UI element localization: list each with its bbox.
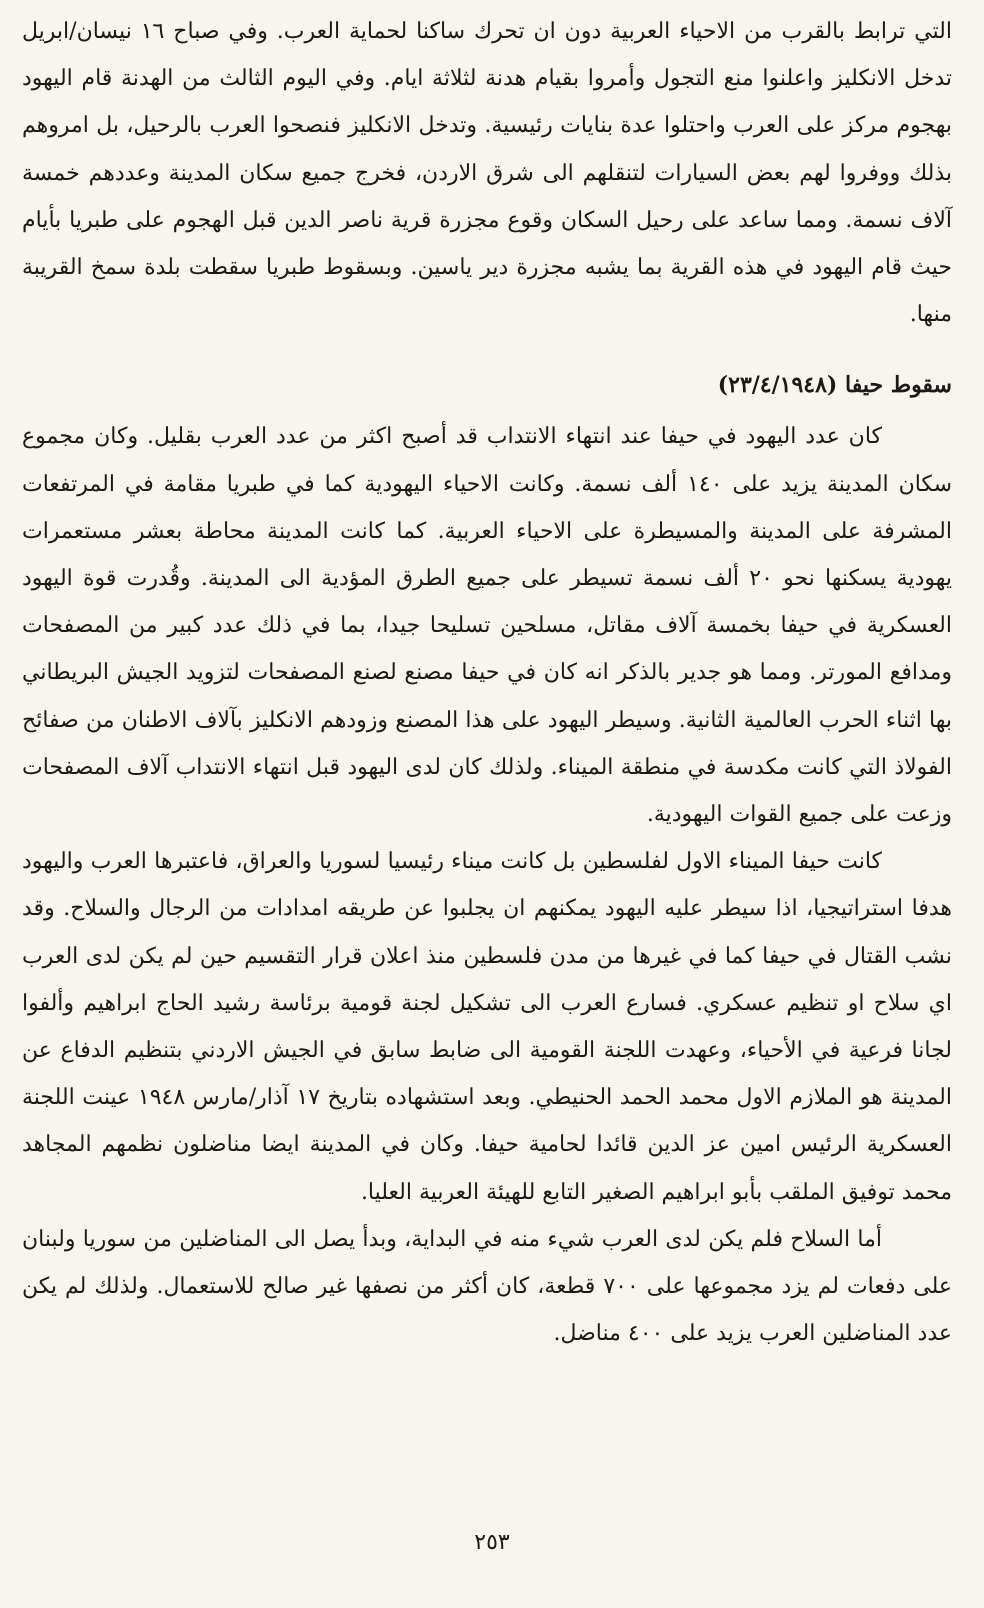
paragraph-2: كانت حيفا الميناء الاول لفلسطين بل كانت ميناء رئيسيا لسوريا والعراق، فاعتبرها العرب واليهود هدفا استراتيجيا، اذا سيطر عليه اليهود يمكنهم ان يجلبوا عن طريقه امدادات من الرجال والسلاح. وقد نشب القتال في حيفا كما في غيرها من مدن فلسطين منذ اعلان قرار التقسيم حين لم يكن لدى العرب اي سلاح او تنظيم عسكري. فسارع العرب الى تشكيل لجنة قومية برئاسة رشيد الحاج ابراهيم وألفوا لجانا فرعية في الأحياء، وعهدت اللجنة القومية الى ضابط سابق في الجيش الاردني بتنظيم الدفاع عن المدينة هو الملازم الاول محمد الحمد الحنيطي. وبعد استشهاده بتاريخ ١٧ آذار/مارس ١٩٤٨ عينت اللجنة العسكرية الرئيس امين عز الدين قائدا لحامية حيفا. وكان في المدينة ايضا مناضلون نظمهم المجاهد محمد توفيق الملقب بأبو ابراهيم الصغير التابع للهيئة العربية العليا. (22, 849, 953, 1205)
paragraph-tiberias-end: التي ترابط بالقرب من الاحياء العربية دون ان تحرك ساكنا لحماية العرب. وفي صباح ١٦ نيسان/ابريل تدخل الانكليز واعلنوا منع التجول وأمروا بقيام هدنة لثلاثة ايام. وفي اليوم الثالث من الهدنة قام اليهود بهجوم مركز على العرب واحتلوا عدة بنايات رئيسية. وتدخل الانكليز فنصحوا العرب بالرحيل، بل امروهم بذلك ووفروا لهم بعض السيارات لتنقلهم الى شرق الاردن، فخرج جميع سكان المدينة وعددهم خمسة آلاف نسمة. ومما ساعد على رحيل السكان وقوع مجزرة قرية ناصر الدين قبل الهجوم على طبريا بأيام حيث قام اليهود في هذه القرية بما يشبه مجزرة دير ياسين. وبسقوط طبريا سقطت بلدة سمخ القريبة منها. (22, 19, 953, 328)
section-heading: سقوط حيفا (٢٣/٤/١٩٤٨) (717, 372, 952, 399)
page-body (22, 8, 952, 1357)
paragraph-3: أما السلاح فلم يكن لدى العرب شيء منه في البداية، وبدأ يصل الى المناضلين من سوريا ولبنان على دفعات لم يزد مجموعها على ٧٠٠ قطعة، كان أكثر من نصفها غير صالح للاستعمال. ولذلك لم يكن عدد المناضلين العرب يزيد على ٤٠٠ مناضل. (22, 1226, 952, 1347)
page-number: ٢٥٣ (474, 1530, 510, 1555)
paragraph-1: كان عدد اليهود في حيفا عند انتهاء الانتداب قد أصبح اكثر من عدد العرب بقليل. وكان مجموع سكان المدينة يزيد على ١٤٠ ألف نسمة. وكانت الاحياء اليهودية كما في طبريا مقامة في المرتفعات المشرفة على المدينة والمسيطرة على الاحياء العربية. كما كانت المدينة محاطة بعشر مستعمرات يهودية يسكنها نحو ٢٠ ألف نسمة تسيطر على جميع الطرق المؤدية الى المدينة. وقُدرت قوة اليهود العسكرية في حيفا بخمسة آلاف مقاتل، مسلحين تسليحا جيدا، بما في ذلك عدد كبير من المصفحات ومدافع المورتر. ومما هو جدير بالذكر انه كان في حيفا مصنع لصنع المصفحات لتزويد الجيش البريطاني بها اثناء الحرب العالمية الثانية. وسيطر اليهود على هذا المصنع وزودهم الانكليز بآلاف الاطنان من صفائح الفولاذ التي كانت مكدسة في منطقة الميناء. ولذلك كان لدى اليهود قبل انتهاء الانتداب آلاف المصفحات وزعت على جميع القوات اليهودية. (22, 424, 953, 828)
